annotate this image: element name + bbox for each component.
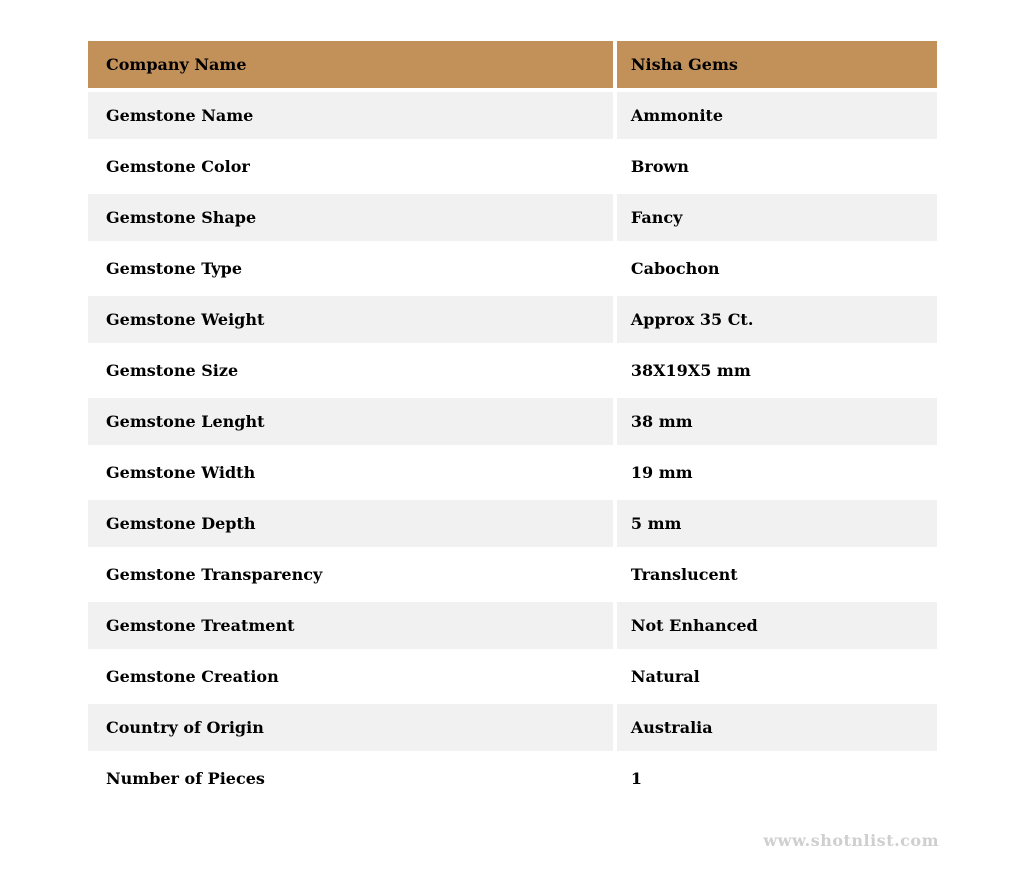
table-header-row [86,39,939,90]
row-value: Not Enhanced [615,600,939,651]
row-value: 5 mm [615,498,939,549]
row-label: Gemstone Treatment [86,600,615,651]
table-row [86,651,939,702]
table-row [86,243,939,294]
gemstone-spec-table [84,37,941,806]
table-row [86,498,939,549]
row-label: Number of Pieces [86,753,615,804]
row-value: Fancy [615,192,939,243]
row-value: Translucent [615,549,939,600]
table-row [86,753,939,804]
header-value-cell: Nisha Gems [615,39,939,90]
row-value: Approx 35 Ct. [615,294,939,345]
row-label: Gemstone Shape [86,192,615,243]
table-row [86,345,939,396]
row-label: Country of Origin [86,702,615,753]
row-value: Ammonite [615,90,939,141]
row-value: 38 mm [615,396,939,447]
table-row [86,447,939,498]
table-row [86,702,939,753]
row-label: Gemstone Depth [86,498,615,549]
table-row [86,192,939,243]
table-row [86,600,939,651]
row-value: Australia [615,702,939,753]
row-value: Cabochon [615,243,939,294]
row-label: Gemstone Width [86,447,615,498]
table-body [86,90,939,804]
watermark-text: www.shotnlist.com [763,831,939,850]
row-value: 19 mm [615,447,939,498]
table-row [86,549,939,600]
row-label: Gemstone Creation [86,651,615,702]
table-row [86,294,939,345]
row-value: 38X19X5 mm [615,345,939,396]
row-value: Brown [615,141,939,192]
row-label: Gemstone Name [86,90,615,141]
row-value: Natural [615,651,939,702]
header-label-cell: Company Name [86,39,615,90]
row-value: 1 [615,753,939,804]
row-label: Gemstone Weight [86,294,615,345]
row-label: Gemstone Color [86,141,615,192]
table-row [86,396,939,447]
row-label: Gemstone Type [86,243,615,294]
table-row [86,90,939,141]
row-label: Gemstone Size [86,345,615,396]
row-label: Gemstone Lenght [86,396,615,447]
table-row [86,141,939,192]
row-label: Gemstone Transparency [86,549,615,600]
